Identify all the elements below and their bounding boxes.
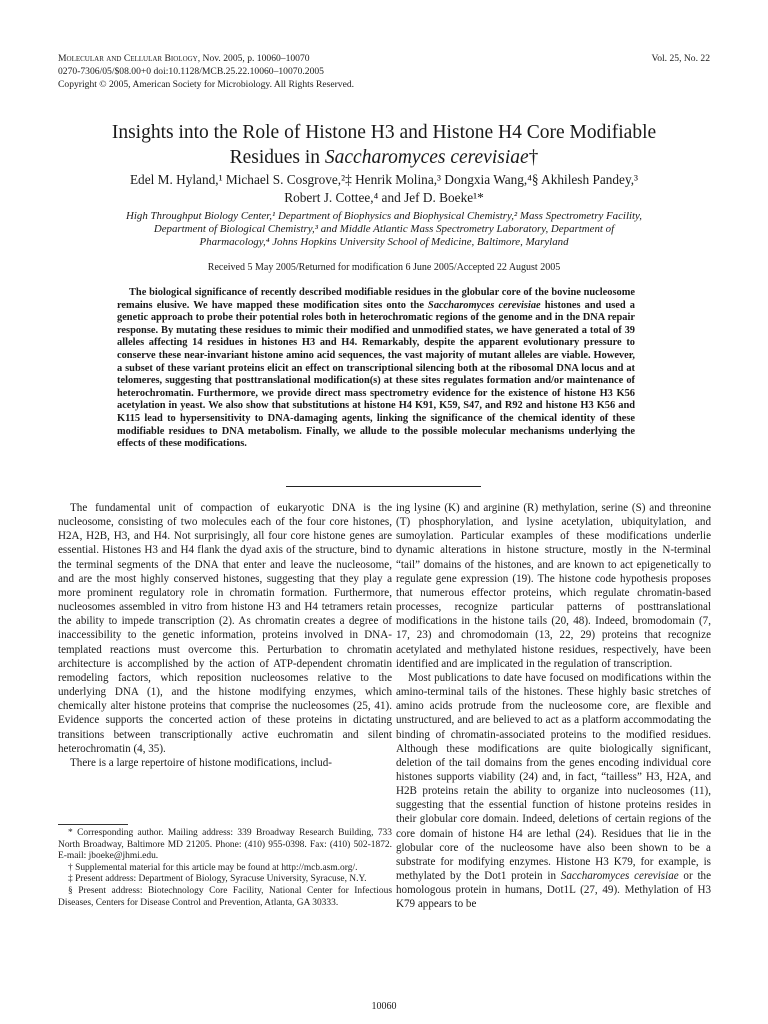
paragraph-species: Saccharomyces cerevisiae: [560, 870, 679, 883]
title-species: Saccharomyces cerevisiae: [324, 147, 529, 168]
issn-doi: 0270-7306/05/$08.00+0 doi:10.1128/MCB.25.22.10060–10070.2005: [58, 66, 324, 77]
footnote-corresponding-author: * Corresponding author. Mailing address: 339 Broadway Research Building, 733 North Broadway, Baltimore MD 21205. Phone: (410) 955-0398. Fax: (410) 502-1872. E-mail: jboeke@jhmi.edu.: [58, 828, 392, 862]
copyright-notice: Copyright © 2005, American Society for Microbiology. All Rights Reserved.: [58, 79, 355, 90]
abstract: [117, 287, 635, 451]
body-paragraph: The fundamental unit of compaction of eukaryotic DNA is the nucleosome, consisting of two molecules each of the four core histones, H2A, H2B, H3, and H4. Not surprisingly, all four core histone genes are essential. Histones H3 and H4 flank the dyad axis of the structure, bind to the terminal segments of the DNA that enter and leave the nucleosome, and are the most highly conserved histones, suggesting that they play a more prominent regulatory role in chromatin formation. Furthermore, nucleosomes assembled in vitro from histone H3 and H4 tetramers retain the ability to impede transcription (2). As chromatin creates a degree of inaccessibility to the genetic information, proteins involved in DNA-templated reactions must overcome this. Perturbation to chromatin architecture is accomplished by the action of ATP-dependent chromatin remodeling factors, which reposition nucleosomes relative to the underlying DNA (1), and the histone modifying enzymes, which chemically alter histone proteins that comprise the nucleosomes (25, 41). Evidence supports the concerted action of these proteins in dictating transitions between transcriptionally active euchromatin and silent heterochromatin (4, 35).: [58, 502, 392, 755]
right-column: [396, 501, 711, 912]
journal-citation: [58, 52, 354, 65]
paragraph-text: Most publications to date have focused on modifications within the amino-terminal tails of the histones. These highly basic stretches of amino acids protrude from the nucleosome core, are flexible and unstructured, and are believed to act as a platform accommodating the binding of chromatin-associated proteins to the modified residues. Although these modifications are quite biologically significant, deletion of the tail domains from the genes encoding individual core histones supports viability (24) and, in fact, “tailless” H3, H2A, and H2B proteins retain the ability to organize into nucleosomes (11), suggesting that the essential function of histone proteins resides in their globular core domain. Indeed, deletions of certain regions of the core domain of histone H4 are lethal (24). Residues that lie in the globular core of the nucleosome have also been shown to be a substrate for modifying enzymes. Histone H3 K79, for example, is methylated by the Dot1 protein in: [396, 671, 711, 883]
affiliation-line-3: Pharmacology,⁴ Johns Hopkins University School of Medicine, Baltimore, Maryland: [199, 236, 569, 249]
title-line-2: [40, 145, 728, 170]
body-paragraph: [396, 671, 711, 912]
authors-line-1: Edel M. Hyland,¹ Michael S. Cosgrove,²‡ Henrik Molina,³ Dongxia Wang,⁴§ Akhilesh Pandey,³: [129, 172, 639, 187]
footnotes: [58, 828, 392, 909]
body-paragraph: ing lysine (K) and arginine (R) methylation, serine (S) and threonine (T) phosphorylation, and lysine acetylation, ubiquitylation, and sumoylation. Particular examples of these modifications underlie dynamic alterations in histone structure, mostly in the N-terminal “tail” domains of the histones, and are known to act epigenetically to regulate gene expression (19). The histone code hypothesis proposes that numerous effector proteins, which regulate chromatin-based processes, recognize particular patterns of posttranslational modifications in the histone tails (20, 48). Indeed, bromodomain (7, 17, 23) and chromodomain (13, 22, 29) proteins that recognize acetylated and methylated histone residues, respectively, have been identified and are implicated in the regulation of transcription.: [396, 502, 711, 670]
paragraph-text: or the homologous protein in humans, Dot1L (27, 49). Methylation of H3 K79 appears to be: [396, 870, 711, 911]
author-list: [40, 171, 728, 207]
page-number: 10060: [371, 1001, 397, 1012]
footnote-present-address: ‡ Present address: Department of Biology, Syracuse University, Syracuse, N.Y.: [68, 874, 367, 885]
title-line-1: Insights into the Role of Histone H3 and Histone H4 Core Modifiable: [111, 122, 657, 143]
journal-name: Molecular and Cellular Biology: [58, 53, 198, 64]
footnote-divider: [58, 824, 128, 825]
running-header: [58, 52, 354, 91]
title-prefix: Residues in: [229, 147, 325, 168]
article-title: [40, 120, 728, 170]
affiliation-line-2: Department of Biological Chemistry,³ and Middle Atlantic Mass Spectrometry Laboratory, Department of: [153, 223, 615, 236]
title-dagger: †: [528, 147, 539, 168]
abstract-species: Saccharomyces cerevisiae: [428, 299, 541, 311]
affiliations: [40, 210, 728, 250]
abstract-divider: [286, 486, 481, 487]
journal-date: , Nov. 2005, p. 10060–10070: [197, 53, 310, 64]
footnote-supplemental: † Supplemental material for this article may be found at http://mcb.asm.org/.: [68, 862, 358, 873]
body-paragraph: There is a large repertoire of histone modifications, includ-: [70, 756, 332, 769]
footnote-present-address: § Present address: Biotechnology Core Facility, National Center for Infectious Diseases, Centers for Disease Control and Prevention, Atlanta, GA 30333.: [58, 885, 392, 908]
left-column: [58, 501, 392, 770]
volume-info: Vol. 25, No. 22: [651, 53, 710, 64]
authors-line-2: Robert J. Cottee,⁴ and Jef D. Boeke¹*: [284, 190, 484, 205]
received-dates: Received 5 May 2005/Returned for modification 6 June 2005/Accepted 22 August 2005: [207, 262, 561, 273]
abstract-text-2: histones and used a genetic approach to probe their potential roles both in heterochromatic regions of the genome and in the DNA repair response. By mutating these residues to mimic their modified and unmodified states, we have generated a total of 39 alleles affecting 14 residues in histones H3 and H4. Remarkably, despite the apparent evolutionary pressure to conserve these near-invariant histone amino acid sequences, the vast majority of mutant alleles are viable. However, a subset of these variant proteins elicit an effect on transcriptional silencing both at the ribosomal DNA locus and at telomeres, suggesting that posttranslational modification(s) at these sites regulates formation and/or maintenance of heterochromatin. Furthermore, we provide direct mass spectrometry evidence for the existence of histone H3 K56 acetylation in yeast. We also show that substitutions at histone H4 K91, K59, S47, and R92 and histone H3 K56 and K115 lead to hypersensitivity to DNA-damaging agents, linking the significance of the chemical identity of these modifiable residues to DNA metabolism. Finally, we allude to the possible molecular mechanisms underlying the effects of these modifications.: [117, 299, 635, 450]
affiliation-line-1: High Throughput Biology Center,¹ Department of Biophysics and Biophysical Chemistry,² Mass Spectrometry Facility,: [125, 210, 642, 222]
abstract-text-1: The biological significance of recently described modifiable residues in the globular core of the bovine nucleosome remains elusive. We have mapped these modification sites onto the: [117, 287, 635, 311]
